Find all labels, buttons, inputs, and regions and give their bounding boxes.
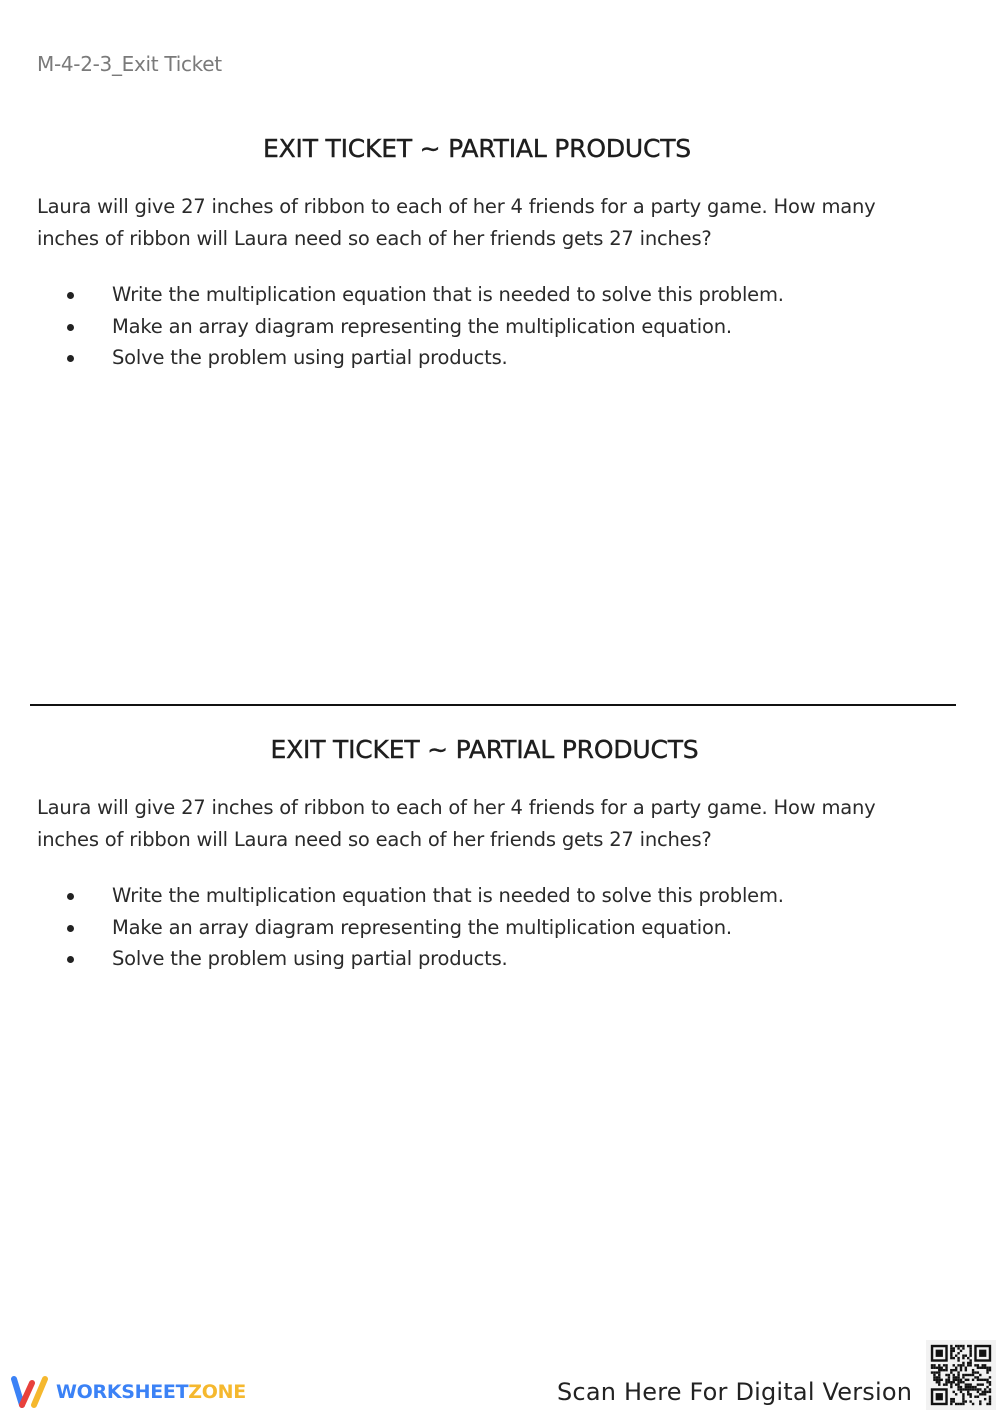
instruction-item: Make an array diagram representing the multiplication equation.	[37, 912, 937, 944]
instruction-list	[37, 279, 937, 374]
ticket-prompt: Laura will give 27 inches of ribbon to each of her 4 friends for a party game. How many inches of ribbon will Laura need so each of her friends gets 27 inches?	[37, 195, 876, 250]
ticket-title: EXIT TICKET ~ PARTIAL PRODUCTS	[270, 735, 699, 764]
cut-line-divider	[30, 704, 956, 706]
logo-w-icon	[10, 1375, 50, 1409]
bullet-icon	[67, 893, 74, 900]
exit-ticket-1	[37, 134, 937, 374]
bullet-icon	[67, 324, 74, 331]
instruction-item: Make an array diagram representing the multiplication equation.	[37, 311, 937, 343]
worksheetzone-logo[interactable]	[10, 1375, 246, 1409]
instruction-item: Write the multiplication equation that is needed to solve this problem.	[37, 880, 937, 912]
instruction-item: Write the multiplication equation that is needed to solve this problem.	[37, 279, 937, 311]
ticket-title: EXIT TICKET ~ PARTIAL PRODUCTS	[263, 134, 691, 163]
bullet-icon	[67, 925, 74, 932]
instruction-item: Solve the problem using partial products.	[37, 342, 937, 374]
scan-label: Scan Here For Digital Version	[557, 1378, 913, 1406]
brand-name: WORKSHEETZONE	[56, 1381, 246, 1403]
exit-ticket-2	[37, 735, 937, 975]
instruction-list	[37, 880, 937, 975]
bullet-icon	[67, 292, 74, 299]
document-id: M-4-2-3_Exit Ticket	[37, 52, 222, 76]
bullet-icon	[67, 355, 74, 362]
ticket-prompt: Laura will give 27 inches of ribbon to each of her 4 friends for a party game. How many inches of ribbon will Laura need so each of her friends gets 27 inches?	[37, 796, 876, 851]
instruction-item: Solve the problem using partial products.	[37, 943, 937, 975]
bullet-icon	[67, 956, 74, 963]
qr-code-icon[interactable]	[926, 1340, 996, 1410]
